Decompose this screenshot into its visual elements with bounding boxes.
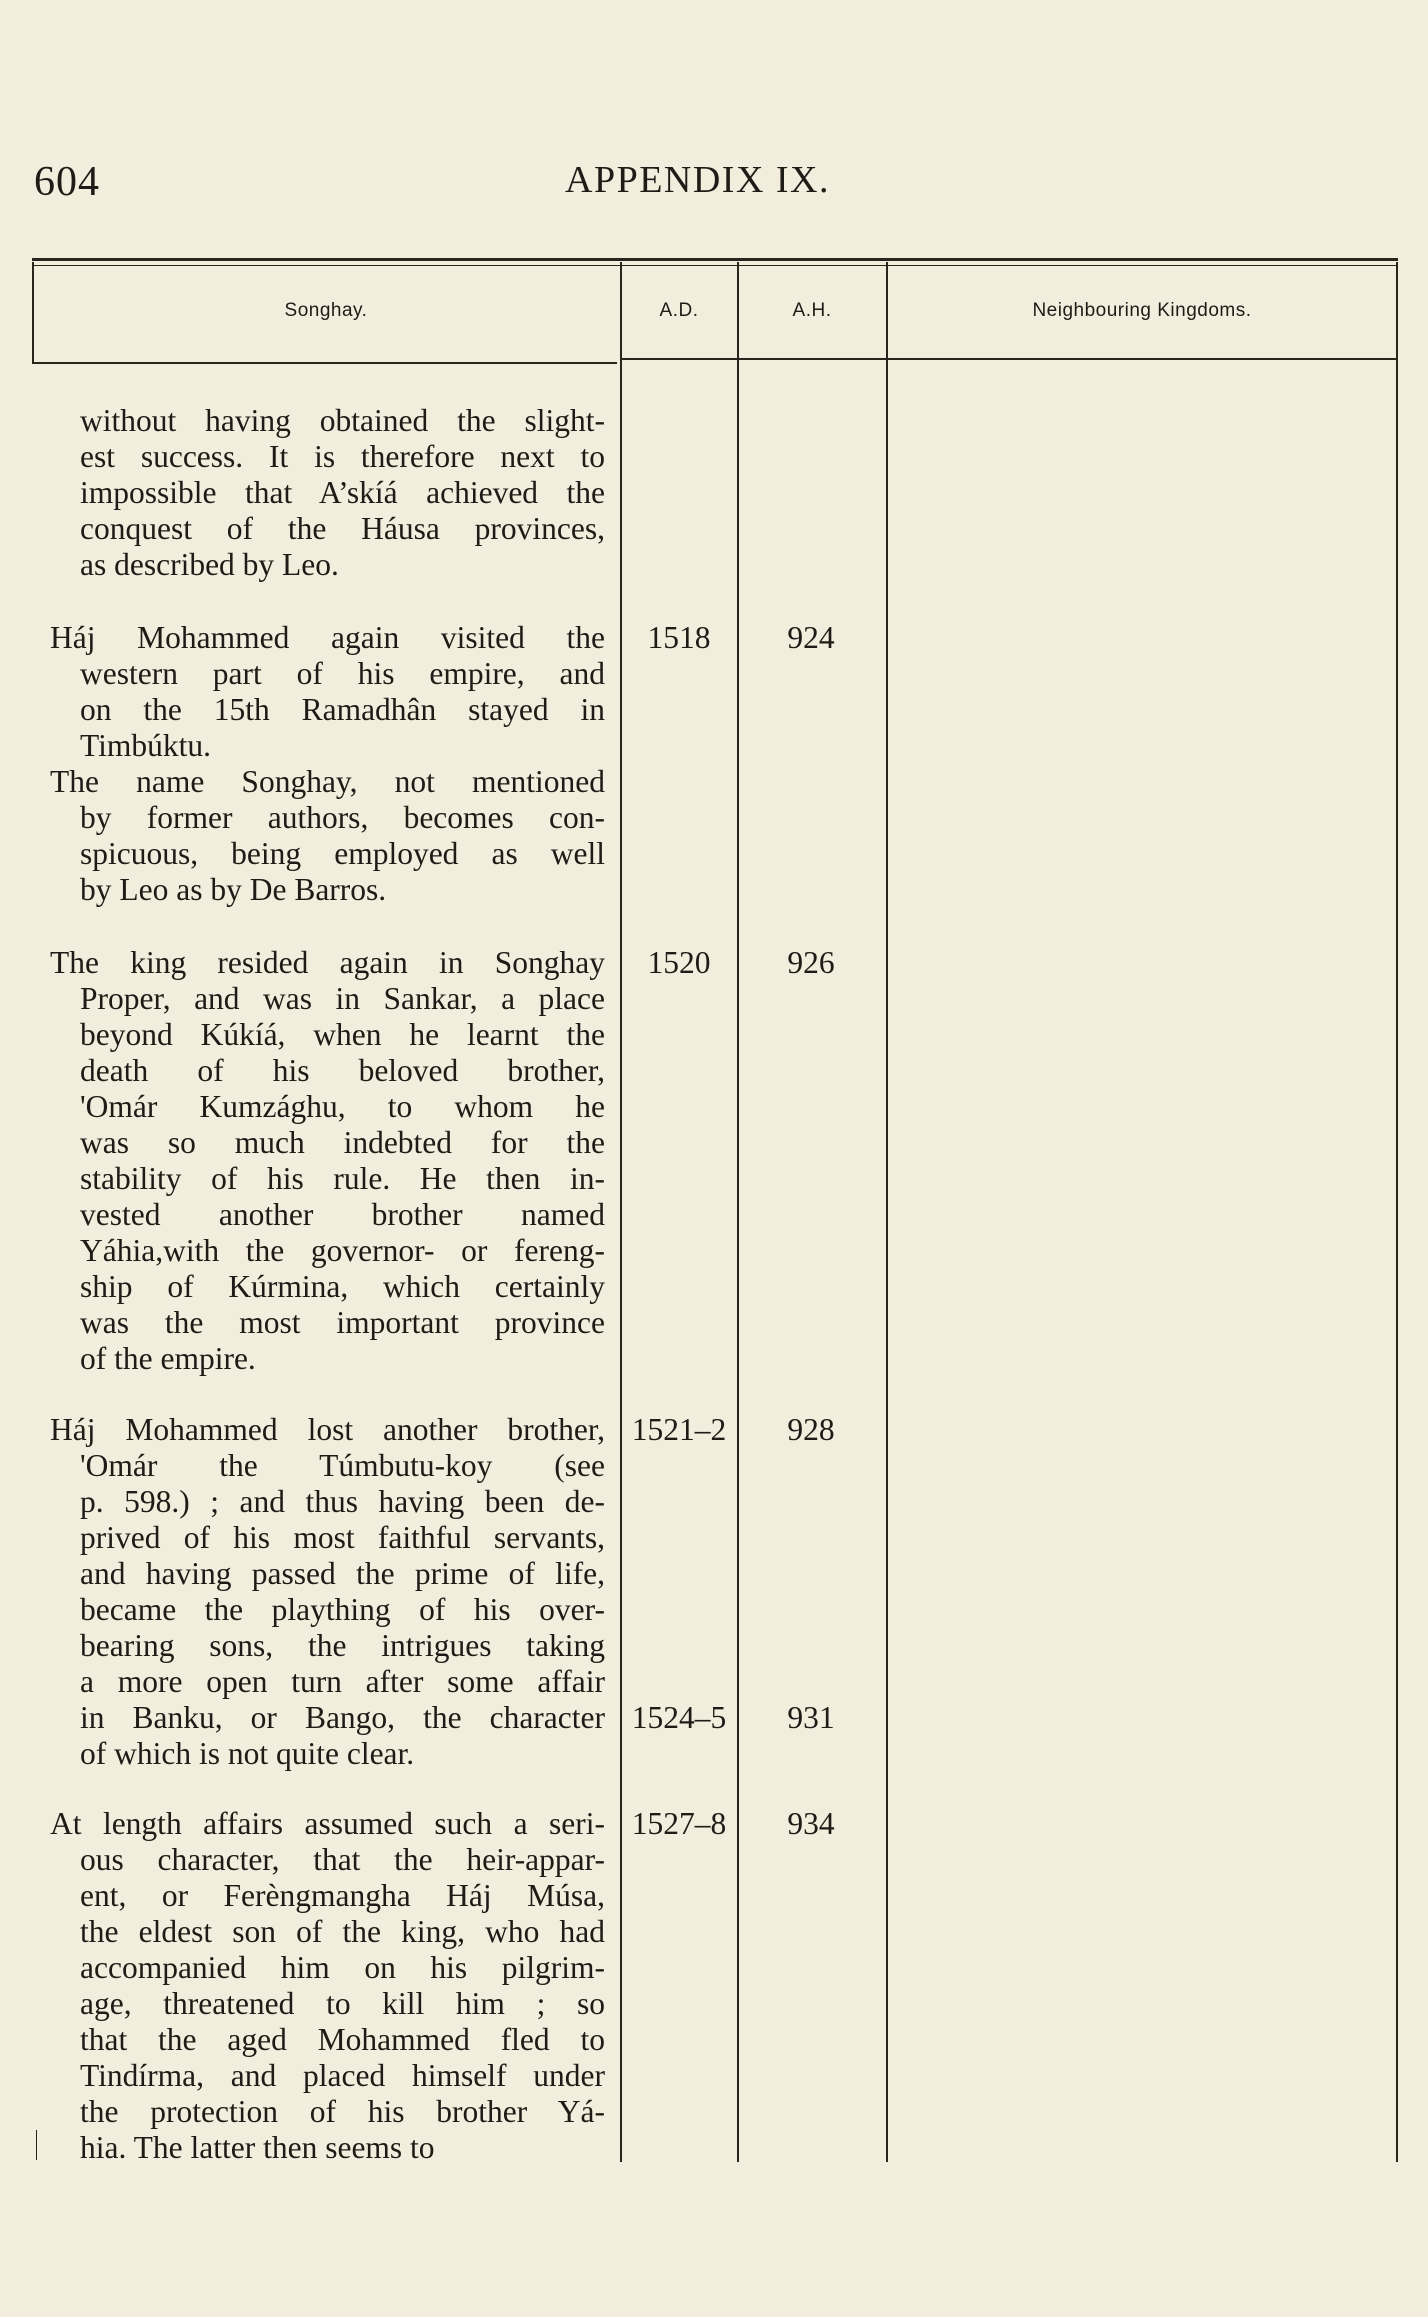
text-line: in Banku, or Bango, the character <box>80 1700 605 1735</box>
text-line: Yáhia,with the governor- or fereng- <box>80 1233 605 1268</box>
text-line: The king resided again in Songhay <box>50 945 605 980</box>
year-ah: 931 <box>787 1700 835 1735</box>
text-line: 'Omár Kumzághu, to whom he <box>80 1089 605 1124</box>
year-ah: 924 <box>787 620 835 655</box>
year-ad: 1527–8 <box>631 1806 727 1841</box>
table-left-border-stub <box>36 2130 37 2160</box>
text-line: the eldest son of the king, who had <box>80 1914 605 1949</box>
text-line: the protection of his brother Yá- <box>80 2094 605 2129</box>
text-line: 'Omár the Túmbutu-koy (see <box>80 1448 605 1483</box>
table-row <box>50 945 605 1377</box>
table-row <box>50 1806 605 2166</box>
column-divider-2 <box>737 262 739 2162</box>
text-line: vested another brother named <box>80 1197 605 1232</box>
text-line: of which is not quite clear. <box>80 1736 415 1771</box>
text-line: prived of his most faithful servants, <box>80 1520 605 1555</box>
text-line: became the plaything of his over- <box>80 1592 605 1627</box>
year-ah: 926 <box>787 945 835 980</box>
table-row <box>50 764 605 908</box>
column-header-ad: A.D. <box>659 300 699 321</box>
text-line: and having passed the prime of life, <box>80 1556 605 1591</box>
year-ad: 1520 <box>647 945 711 980</box>
text-line: western part of his empire, and <box>80 656 605 691</box>
column-divider-3 <box>886 262 888 2162</box>
header-rule-left <box>32 362 617 364</box>
table-top-rule-thin <box>32 265 1398 266</box>
text-line: was so much indebted for the <box>80 1125 605 1160</box>
text-line: Háj Mohammed lost another brother, <box>50 1412 605 1447</box>
text-line: conquest of the Háusa provinces, <box>80 511 605 546</box>
text-line: by former authors, becomes con- <box>80 800 605 835</box>
text-line: stability of his rule. He then in- <box>80 1161 605 1196</box>
text-line: by Leo as by De Barros. <box>80 872 387 907</box>
text-line: p. 598.) ; and thus having been de- <box>80 1484 605 1519</box>
year-ad: 1521–2 <box>631 1412 727 1447</box>
text-line: spicuous, being employed as well <box>80 836 605 871</box>
text-line: age, threatened to kill him ; so <box>80 1986 605 2021</box>
table-row <box>50 620 605 764</box>
text-line: impossible that A’skíá achieved the <box>80 475 605 510</box>
table-top-rule <box>32 258 1398 261</box>
column-header-ah: A.H. <box>792 300 832 321</box>
column-header-neighbouring-kingdoms: Neighbouring Kingdoms. <box>1032 300 1252 321</box>
text-line: of the empire. <box>80 1341 256 1376</box>
text-line: accompanied him on his pilgrim- <box>80 1950 605 1985</box>
text-line: ous character, that the heir-appar- <box>80 1842 605 1877</box>
text-line: At length affairs assumed such a seri- <box>50 1806 605 1841</box>
text-line: without having obtained the slight- <box>80 403 605 438</box>
text-line: hia. The latter then seems to <box>80 2130 435 2165</box>
text-line: Timbúktu. <box>80 728 212 763</box>
text-line: The name Songhay, not mentioned <box>50 764 605 799</box>
text-line: that the aged Mohammed fled to <box>80 2022 605 2057</box>
text-line: ship of Kúrmina, which certainly <box>80 1269 605 1304</box>
year-ad: 1518 <box>647 620 711 655</box>
column-header-songhay: Songhay. <box>284 300 368 321</box>
page-number: 604 <box>34 159 100 205</box>
text-line: est success. It is therefore next to <box>80 439 605 474</box>
text-line: ent, or Ferèngmangha Háj Músa, <box>80 1878 605 1913</box>
table-row <box>50 403 605 583</box>
text-line: bearing sons, the intrigues taking <box>80 1628 605 1663</box>
year-ad: 1524–5 <box>631 1700 727 1735</box>
text-line: as described by Leo. <box>80 547 339 582</box>
table-right-border <box>1396 262 1398 2162</box>
year-ah: 934 <box>787 1806 835 1841</box>
text-line: Háj Mohammed again visited the <box>50 620 605 655</box>
text-line: a more open turn after some affair <box>80 1664 605 1699</box>
text-line: Proper, and was in Sankar, a place <box>80 981 605 1016</box>
column-divider-1 <box>620 262 622 2162</box>
text-line: was the most important province <box>80 1305 605 1340</box>
text-line: Tindírma, and placed himself under <box>80 2058 605 2093</box>
running-head: APPENDIX IX. <box>565 159 830 201</box>
text-line: death of his beloved brother, <box>80 1053 605 1088</box>
year-ah: 928 <box>787 1412 835 1447</box>
table-row <box>50 1412 605 1772</box>
text-line: on the 15th Ramadhân stayed in <box>80 692 605 727</box>
text-line: beyond Kúkíá, when he learnt the <box>80 1017 605 1052</box>
